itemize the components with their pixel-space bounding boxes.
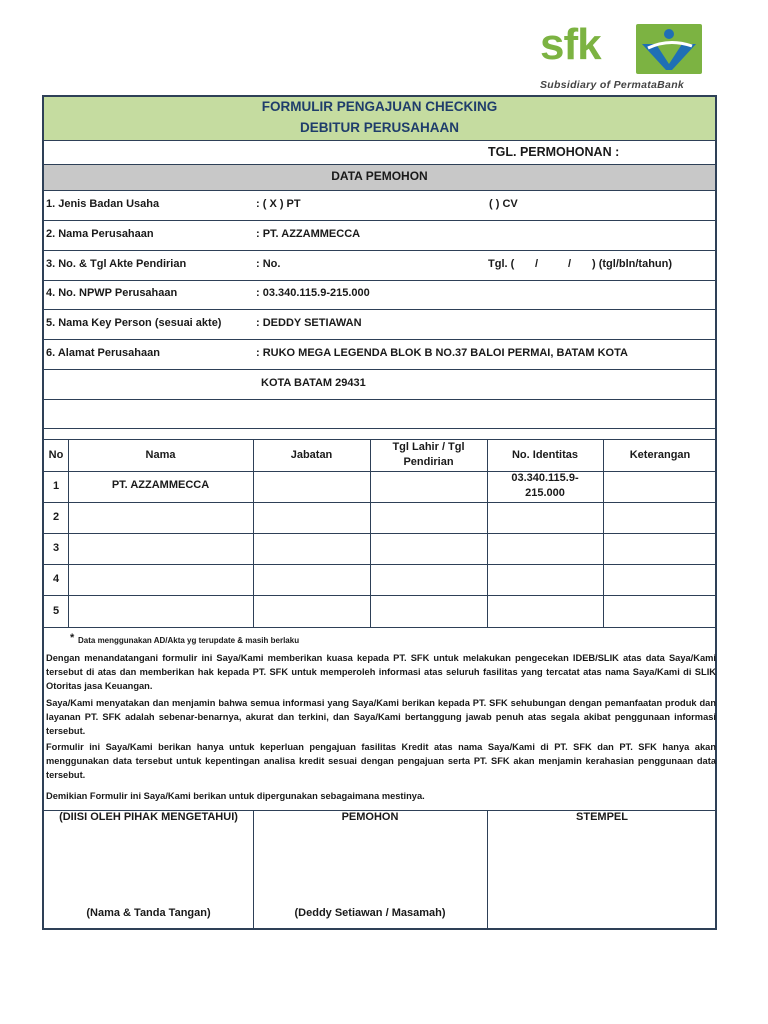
table-row-no: 4 <box>52 573 60 585</box>
akte-tgl-format: ) (tgl/bln/tahun) <box>592 258 673 270</box>
field-value-nama-perusahaan: : PT. AZZAMMECCA <box>256 228 361 240</box>
table-row-no: 5 <box>52 604 60 617</box>
field-option-cv: ( ) CV <box>489 198 518 210</box>
signature-footer-pemohon: (Deddy Setiawan / Masamah) <box>294 907 446 919</box>
field-value-alamat: : RUKO MEGA LEGENDA BLOK B NO.37 BALOI PERMAI, BATAM KOTA <box>256 347 628 359</box>
field-label-jenis-badan-usaha: 1. Jenis Badan Usaha <box>46 198 160 210</box>
divider <box>44 502 715 503</box>
field-label-akte-pendirian: 3. No. & Tgl Akte Pendirian <box>46 258 187 270</box>
field-label-key-person: 5. Nama Key Person (sesuai akte) <box>46 317 222 329</box>
divider <box>44 339 715 340</box>
table-cell-identitas-line1: 03.340.115.9- <box>511 472 579 484</box>
akte-tgl-slash: / <box>568 258 572 270</box>
field-value-key-person: : DEDDY SETIAWAN <box>256 317 362 329</box>
divider <box>44 533 715 534</box>
table-header-no: No <box>48 448 64 461</box>
divider <box>44 280 715 281</box>
section-title: DATA PEMOHON <box>331 169 428 183</box>
logo-emblem-icon <box>636 24 702 74</box>
disclaimer-paragraph-4: Demikian Formulir ini Saya/Kami berikan untuk dipergunakan sebagaimana mestinya. <box>46 791 425 801</box>
akte-tgl-slash: / <box>535 258 539 270</box>
table-cell-identitas <box>487 471 603 502</box>
divider <box>44 595 715 596</box>
divider <box>44 369 715 370</box>
logo-subtitle: Subsidiary of PermataBank <box>540 79 685 91</box>
field-value-npwp: : 03.340.115.9-215.000 <box>256 287 370 299</box>
disclaimer-paragraph-2: Saya/Kami menyatakan dan menjamin bahwa semua informasi yang Saya/Kami berikan kepada PT. SFK sehubungan dengan pemanfaatan produk dan layanan PT. SFK adalah sebenar-benarnya, akurat dan terkini, dan Saya/Kami bertanggung jawab penuh atas segala akibat penggunaan informasi tersebut. <box>46 698 716 736</box>
form-title-line1: FORMULIR PENGAJUAN CHECKING <box>261 99 498 114</box>
field-value-jenis-badan-usaha: : ( X ) PT <box>256 198 301 210</box>
field-value-alamat-line2: KOTA BATAM 29431 <box>261 377 366 389</box>
signature-header-mengetahui: (DIISI OLEH PIHAK MENGETAHUI) <box>59 811 238 823</box>
divider <box>44 399 715 400</box>
table-header-jabatan: Jabatan <box>290 448 333 461</box>
table-row-no: 1 <box>52 480 60 492</box>
divider <box>44 250 715 251</box>
form-frame <box>42 95 717 930</box>
logo-text: sfk <box>540 20 601 69</box>
field-label-nama-perusahaan: 2. Nama Perusahaan <box>46 228 154 240</box>
sfk-logo <box>538 22 706 94</box>
field-label-alamat: 6. Alamat Perusahaan <box>46 347 160 359</box>
footnote-asterisk: * <box>70 632 75 644</box>
table-header-tgl-lahir-line2: Pendirian <box>403 456 454 468</box>
signature-header-pemohon: PEMOHON <box>341 811 399 823</box>
form-title-line2: DEBITUR PERUSAHAAN <box>299 120 459 135</box>
table-cell-identitas-line2: 215.000 <box>525 487 565 499</box>
table-header-tgl-lahir <box>370 439 487 471</box>
table-header-no-identitas: No. Identitas <box>511 448 578 461</box>
field-label-npwp: 4. No. NPWP Perusahaan <box>46 287 178 299</box>
divider <box>44 140 715 141</box>
table-bottom-border <box>44 627 715 628</box>
akte-tgl-label: Tgl. ( <box>488 258 515 270</box>
divider <box>44 428 715 429</box>
table-cell-nama: PT. AZZAMMECCA <box>111 478 210 491</box>
divider <box>44 190 715 191</box>
table-row-no: 3 <box>52 542 60 554</box>
signature-footer-mengetahui: (Nama & Tanda Tangan) <box>86 907 211 919</box>
table-header-keterangan: Keterangan <box>629 448 691 461</box>
divider <box>44 309 715 310</box>
table-header-tgl-lahir-line1: Tgl Lahir / Tgl <box>392 441 465 453</box>
field-value-akte-no: : No. <box>256 258 281 270</box>
table-header-nama: Nama <box>145 448 176 461</box>
signature-column-divider <box>487 810 488 930</box>
divider <box>44 564 715 565</box>
divider <box>44 220 715 221</box>
disclaimer-paragraph-3: Formulir ini Saya/Kami berikan hanya untuk keperluan pengajuan fasilitas Kredit atas nama Saya/Kami di PT. SFK dan PT. SFK hanya akan menggunakan data tersebut untuk kepentingan analisa kredit sesuai dengan pengajuan serta PT. SFK akan menjamin kerahasian penggunaan data tersebut. <box>46 742 716 780</box>
footnote-text: Data menggunakan AD/Akta yg terupdate & masih berlaku <box>78 636 300 645</box>
table-row-no: 2 <box>52 511 60 523</box>
signature-header-stempel: STEMPEL <box>576 811 628 823</box>
tgl-permohonan-label: TGL. PERMOHONAN : <box>488 145 620 159</box>
disclaimer-paragraph-1: Dengan menandatangani formulir ini Saya/Kami memberikan kuasa kepada PT. SFK untuk melakukan pengecekan IDEB/SLIK atas data Saya/Kami tersebut di atas dan memberikan hak kepada PT. SFK untuk memperoleh informasi atas seluruh fasilitas yang tercatat atas nama Saya/Kami di SLIK Otoritas jasa Keuangan. <box>46 653 716 691</box>
